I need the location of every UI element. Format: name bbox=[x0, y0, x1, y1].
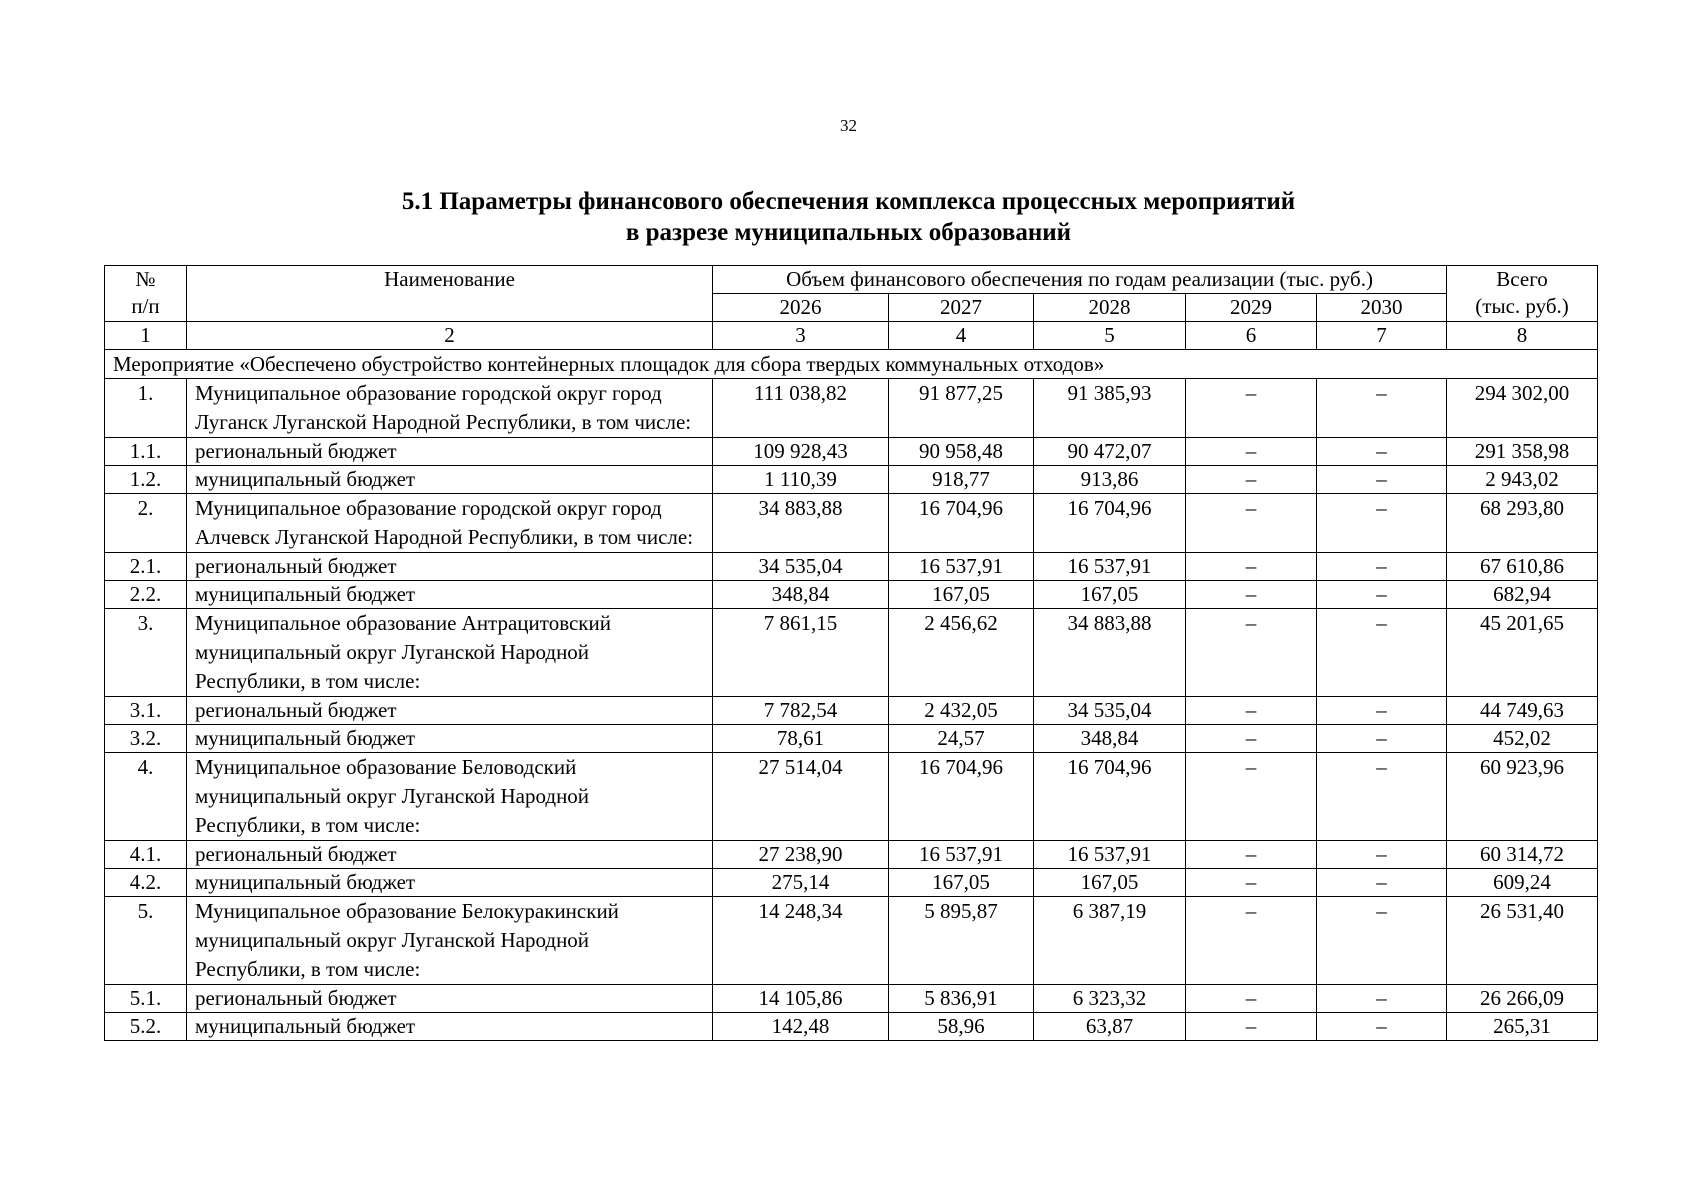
row-total: 609,24 bbox=[1447, 869, 1598, 897]
value-2026: 111 038,82 bbox=[713, 379, 889, 438]
value-2030: – bbox=[1317, 985, 1447, 1013]
col-number: 4 bbox=[889, 322, 1034, 350]
row-total: 45 201,65 bbox=[1447, 609, 1598, 697]
municipality-row bbox=[105, 609, 1598, 697]
value-2029: – bbox=[1186, 697, 1317, 725]
title-line-2: в разрезе муниципальных образований bbox=[625, 219, 1072, 246]
value-2027: 918,77 bbox=[889, 466, 1034, 494]
row-number: 4. bbox=[105, 753, 187, 841]
budget-row bbox=[105, 553, 1598, 581]
value-2029: – bbox=[1186, 753, 1317, 841]
value-2029: – bbox=[1186, 1013, 1317, 1041]
row-name: региональный бюджет bbox=[187, 841, 713, 869]
row-number: 1.2. bbox=[105, 466, 187, 494]
value-2028: 16 537,91 bbox=[1034, 841, 1186, 869]
value-2030: – bbox=[1317, 753, 1447, 841]
value-2026: 78,61 bbox=[713, 725, 889, 753]
value-2030: – bbox=[1317, 379, 1447, 438]
value-2026: 7 782,54 bbox=[713, 697, 889, 725]
value-2030: – bbox=[1317, 1013, 1447, 1041]
row-name: муниципальный бюджет bbox=[187, 1013, 713, 1041]
row-total: 44 749,63 bbox=[1447, 697, 1598, 725]
value-2028: 90 472,07 bbox=[1034, 438, 1186, 466]
value-2030: – bbox=[1317, 609, 1447, 697]
value-2026: 14 248,34 bbox=[713, 897, 889, 985]
row-name: региональный бюджет bbox=[187, 553, 713, 581]
row-name: Муниципальное образование Беловодский муниципальный округ Луганской Народной Республики, в том числе: bbox=[187, 753, 713, 841]
header-volume-cell: Объем финансового обеспечения по годам реализации (тыс. руб.) bbox=[713, 266, 1447, 294]
row-total: 291 358,98 bbox=[1447, 438, 1598, 466]
value-2028: 167,05 bbox=[1034, 581, 1186, 609]
row-name: региональный бюджет bbox=[187, 697, 713, 725]
value-2028: 16 537,91 bbox=[1034, 553, 1186, 581]
header-num-line1: № bbox=[135, 267, 156, 291]
value-2030: – bbox=[1317, 697, 1447, 725]
value-2026: 27 514,04 bbox=[713, 753, 889, 841]
value-2030: – bbox=[1317, 869, 1447, 897]
row-total: 60 923,96 bbox=[1447, 753, 1598, 841]
budget-row bbox=[105, 466, 1598, 494]
value-2027: 167,05 bbox=[889, 581, 1034, 609]
value-2027: 91 877,25 bbox=[889, 379, 1034, 438]
value-2026: 34 535,04 bbox=[713, 553, 889, 581]
header-year-2026: 2026 bbox=[713, 294, 889, 322]
document-title bbox=[0, 186, 1697, 248]
value-2029: – bbox=[1186, 379, 1317, 438]
value-2029: – bbox=[1186, 897, 1317, 985]
municipality-row bbox=[105, 753, 1598, 841]
header-total-line2: (тыс. руб.) bbox=[1475, 294, 1569, 318]
row-number: 4.2. bbox=[105, 869, 187, 897]
header-total-line1: Всего bbox=[1496, 267, 1548, 291]
budget-row bbox=[105, 725, 1598, 753]
row-name: Муниципальное образование городской округ город Луганск Луганской Народной Республики, в том числе: bbox=[187, 379, 713, 438]
row-total: 452,02 bbox=[1447, 725, 1598, 753]
row-total: 294 302,00 bbox=[1447, 379, 1598, 438]
value-2029: – bbox=[1186, 438, 1317, 466]
row-total: 682,94 bbox=[1447, 581, 1598, 609]
value-2027: 90 958,48 bbox=[889, 438, 1034, 466]
row-number: 5.2. bbox=[105, 1013, 187, 1041]
value-2029: – bbox=[1186, 494, 1317, 553]
value-2027: 16 704,96 bbox=[889, 494, 1034, 553]
value-2028: 6 387,19 bbox=[1034, 897, 1186, 985]
row-number: 5.1. bbox=[105, 985, 187, 1013]
row-total: 265,31 bbox=[1447, 1013, 1598, 1041]
value-2028: 16 704,96 bbox=[1034, 753, 1186, 841]
value-2026: 275,14 bbox=[713, 869, 889, 897]
col-number: 1 bbox=[105, 322, 187, 350]
value-2029: – bbox=[1186, 869, 1317, 897]
value-2027: 16 537,91 bbox=[889, 841, 1034, 869]
row-total: 26 531,40 bbox=[1447, 897, 1598, 985]
value-2029: – bbox=[1186, 553, 1317, 581]
row-number: 2.2. bbox=[105, 581, 187, 609]
row-name: Муниципальное образование Белокуракинский муниципальный округ Луганской Народной Республики, в том числе: bbox=[187, 897, 713, 985]
row-number: 4.1. bbox=[105, 841, 187, 869]
value-2030: – bbox=[1317, 581, 1447, 609]
value-2026: 142,48 bbox=[713, 1013, 889, 1041]
header-row-1 bbox=[105, 266, 1598, 294]
value-2028: 167,05 bbox=[1034, 869, 1186, 897]
value-2030: – bbox=[1317, 553, 1447, 581]
row-number: 1.1. bbox=[105, 438, 187, 466]
value-2030: – bbox=[1317, 438, 1447, 466]
value-2029: – bbox=[1186, 841, 1317, 869]
budget-row bbox=[105, 1013, 1598, 1041]
value-2030: – bbox=[1317, 494, 1447, 553]
header-total-cell bbox=[1447, 266, 1598, 322]
col-number: 3 bbox=[713, 322, 889, 350]
row-name: муниципальный бюджет bbox=[187, 869, 713, 897]
row-name: региональный бюджет bbox=[187, 985, 713, 1013]
header-year-2030: 2030 bbox=[1317, 294, 1447, 322]
header-year-2028: 2028 bbox=[1034, 294, 1186, 322]
row-total: 2 943,02 bbox=[1447, 466, 1598, 494]
budget-row bbox=[105, 841, 1598, 869]
financing-table bbox=[104, 265, 1598, 1041]
value-2027: 16 537,91 bbox=[889, 553, 1034, 581]
row-name: муниципальный бюджет bbox=[187, 466, 713, 494]
value-2027: 2 432,05 bbox=[889, 697, 1034, 725]
budget-row bbox=[105, 438, 1598, 466]
header-name-cell: Наименование bbox=[187, 266, 713, 322]
event-cell: Мероприятие «Обеспечено обустройство контейнерных площадок для сбора твердых коммунальных отходов» bbox=[105, 350, 1598, 379]
row-name: муниципальный бюджет bbox=[187, 581, 713, 609]
value-2030: – bbox=[1317, 725, 1447, 753]
col-number: 6 bbox=[1186, 322, 1317, 350]
value-2027: 2 456,62 bbox=[889, 609, 1034, 697]
column-number-row bbox=[105, 322, 1598, 350]
budget-row bbox=[105, 697, 1598, 725]
col-number: 8 bbox=[1447, 322, 1598, 350]
municipality-row bbox=[105, 494, 1598, 553]
row-number: 3.2. bbox=[105, 725, 187, 753]
row-name: Муниципальное образование городской округ город Алчевск Луганской Народной Республики, в том числе: bbox=[187, 494, 713, 553]
budget-row bbox=[105, 985, 1598, 1013]
value-2027: 167,05 bbox=[889, 869, 1034, 897]
row-number: 2. bbox=[105, 494, 187, 553]
value-2029: – bbox=[1186, 725, 1317, 753]
header-year-2029: 2029 bbox=[1186, 294, 1317, 322]
value-2028: 34 883,88 bbox=[1034, 609, 1186, 697]
value-2028: 63,87 bbox=[1034, 1013, 1186, 1041]
row-total: 68 293,80 bbox=[1447, 494, 1598, 553]
value-2027: 16 704,96 bbox=[889, 753, 1034, 841]
value-2029: – bbox=[1186, 985, 1317, 1013]
row-number: 2.1. bbox=[105, 553, 187, 581]
header-num-cell bbox=[105, 266, 187, 322]
col-number: 5 bbox=[1034, 322, 1186, 350]
row-total: 60 314,72 bbox=[1447, 841, 1598, 869]
value-2026: 27 238,90 bbox=[713, 841, 889, 869]
value-2027: 5 836,91 bbox=[889, 985, 1034, 1013]
value-2027: 24,57 bbox=[889, 725, 1034, 753]
value-2028: 34 535,04 bbox=[1034, 697, 1186, 725]
value-2026: 14 105,86 bbox=[713, 985, 889, 1013]
header-year-2027: 2027 bbox=[889, 294, 1034, 322]
budget-row bbox=[105, 869, 1598, 897]
row-name: региональный бюджет bbox=[187, 438, 713, 466]
row-number: 3.1. bbox=[105, 697, 187, 725]
title-line-1: 5.1 Параметры финансового обеспечения комплекса процессных мероприятий bbox=[401, 188, 1296, 215]
value-2027: 5 895,87 bbox=[889, 897, 1034, 985]
municipality-row bbox=[105, 897, 1598, 985]
row-number: 1. bbox=[105, 379, 187, 438]
value-2029: – bbox=[1186, 609, 1317, 697]
municipality-row bbox=[105, 379, 1598, 438]
col-number: 2 bbox=[187, 322, 713, 350]
value-2028: 913,86 bbox=[1034, 466, 1186, 494]
header-num-line2: п/п bbox=[131, 294, 160, 318]
value-2029: – bbox=[1186, 466, 1317, 494]
row-total: 67 610,86 bbox=[1447, 553, 1598, 581]
row-name: муниципальный бюджет bbox=[187, 725, 713, 753]
value-2026: 1 110,39 bbox=[713, 466, 889, 494]
value-2026: 34 883,88 bbox=[713, 494, 889, 553]
value-2026: 348,84 bbox=[713, 581, 889, 609]
value-2028: 6 323,32 bbox=[1034, 985, 1186, 1013]
row-number: 5. bbox=[105, 897, 187, 985]
row-name: Муниципальное образование Антрацитовский муниципальный округ Луганской Народной Республики, в том числе: bbox=[187, 609, 713, 697]
budget-row bbox=[105, 581, 1598, 609]
value-2029: – bbox=[1186, 581, 1317, 609]
value-2028: 348,84 bbox=[1034, 725, 1186, 753]
value-2030: – bbox=[1317, 897, 1447, 985]
value-2027: 58,96 bbox=[889, 1013, 1034, 1041]
value-2028: 91 385,93 bbox=[1034, 379, 1186, 438]
value-2026: 7 861,15 bbox=[713, 609, 889, 697]
value-2030: – bbox=[1317, 466, 1447, 494]
page-number: 32 bbox=[840, 116, 857, 135]
value-2030: – bbox=[1317, 841, 1447, 869]
row-total: 26 266,09 bbox=[1447, 985, 1598, 1013]
value-2028: 16 704,96 bbox=[1034, 494, 1186, 553]
value-2026: 109 928,43 bbox=[713, 438, 889, 466]
event-row bbox=[105, 350, 1598, 379]
col-number: 7 bbox=[1317, 322, 1447, 350]
row-number: 3. bbox=[105, 609, 187, 697]
